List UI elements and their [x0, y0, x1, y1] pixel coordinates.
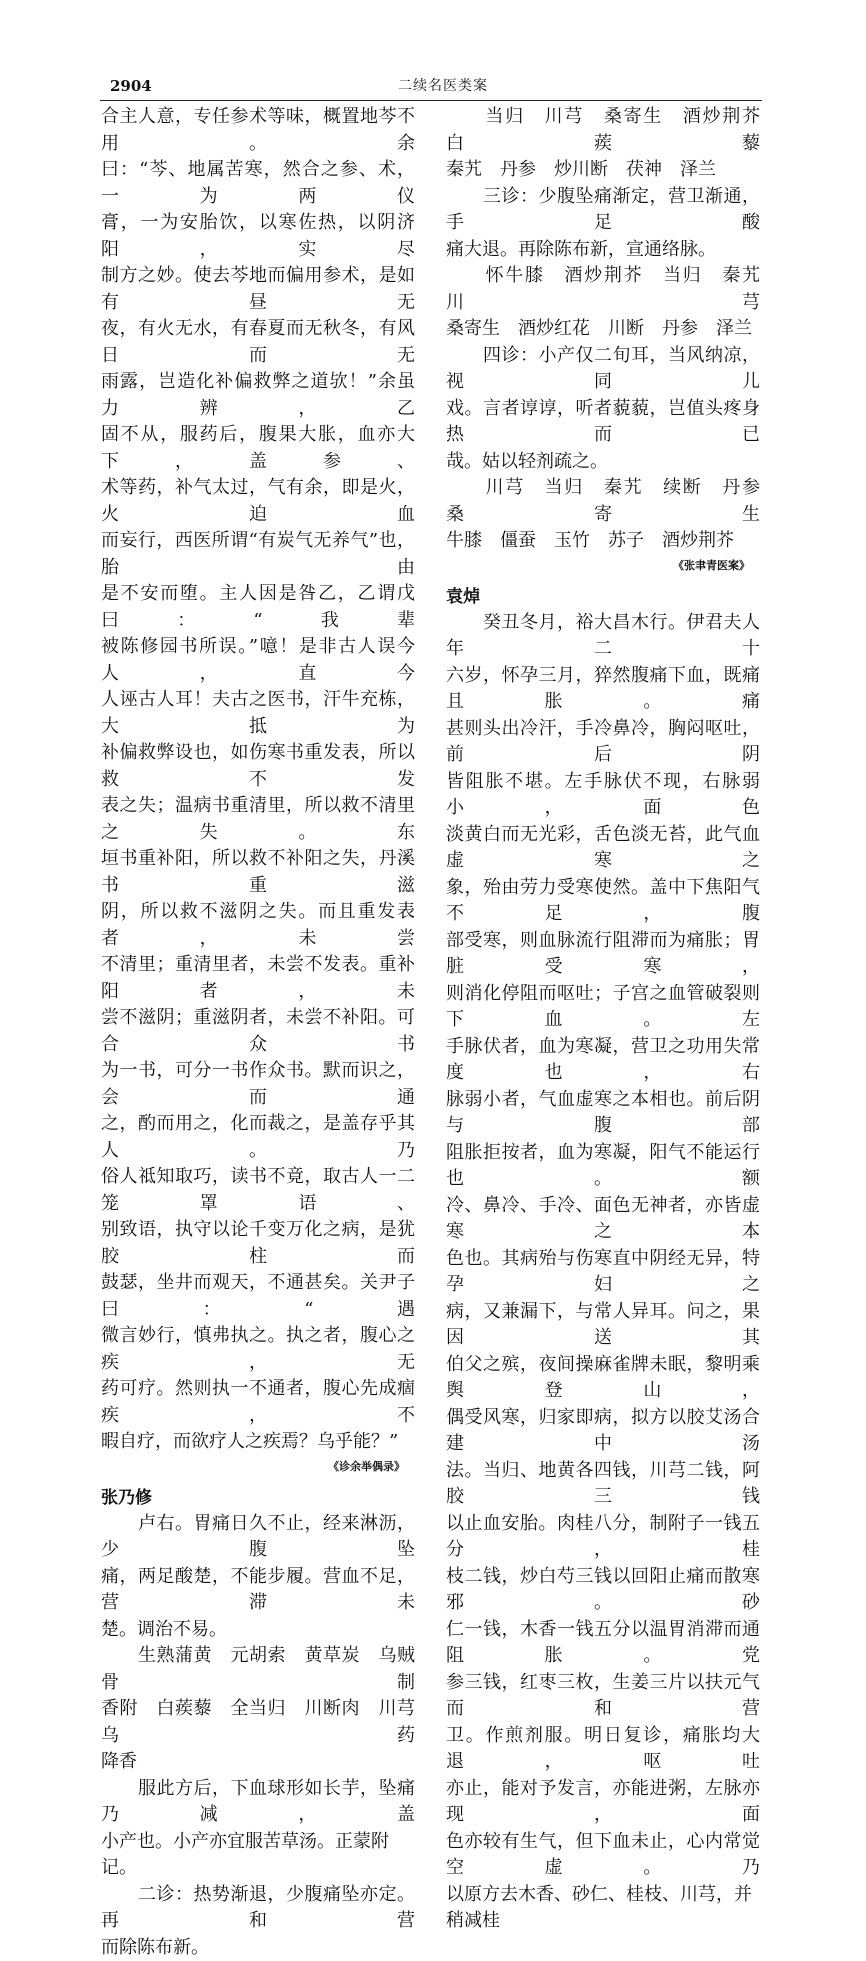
text-line: 是不安而堕。主人因是咎乙，乙谓戊曰：“我辈	[101, 581, 415, 634]
text-line: 参三钱，红枣三枚，生姜三片以扶元气而和营	[446, 1670, 760, 1723]
citation: 《诊余举偶录》	[101, 1458, 415, 1475]
text-line: 淡黄白而无光彩，舌色淡无苔，此气血虚寒之	[446, 822, 760, 875]
text-line: 痛，两足酸楚，不能步履。营血不足，营滞未	[101, 1564, 415, 1617]
text-line: 脉弱小者，气血虚寒之本相也。前后阴与腹部	[446, 1087, 760, 1140]
text-line: 卢右。胃痛日久不止，经来淋沥，少腹坠	[101, 1511, 415, 1564]
text-line: 被陈修园书所误。”噫！是非古人误今人，直今	[101, 634, 415, 687]
text-line: 膏，一为安胎饮，以寒佐热，以阴济阳，实尽	[101, 210, 415, 263]
text-line: 曰：“芩、地属苦寒，然合之参、术，一为两仪	[101, 157, 415, 210]
text-line: 生熟蒲黄 元胡索 黄草炭 乌贼骨 制	[101, 1643, 415, 1696]
text-line: 牛膝 僵蚕 玉竹 苏子 酒炒荆芥	[446, 528, 760, 555]
text-line: 色也。其病殆与伤寒直中阴经无异，特孕妇之	[446, 1246, 760, 1299]
text-line: 鼓瑟，坐井而观天，不通甚矣。关尹子曰：“遇	[101, 1270, 415, 1323]
section-heading: 袁焯	[446, 584, 760, 610]
text-line: 小产也。小产亦宜服苦草汤。正蒙附记。	[101, 1829, 415, 1882]
paragraph	[101, 1511, 415, 1644]
text-line: 制方之妙。使去芩地而偏用参术，是如有昼无	[101, 263, 415, 316]
text-line: 甚则头出冷汗，手冷鼻冷，胸闷呕吐，前后阴	[446, 716, 760, 769]
text-line: 别致语，执守以论千变万化之病，是犹胶柱而	[101, 1217, 415, 1270]
text-line: 哉。姑以轻剂疏之。	[446, 449, 760, 476]
paragraph	[446, 343, 760, 476]
text-line: 而除陈布新。	[101, 1935, 415, 1961]
text-line: 合主人意，专任参术等味，概置地芩不用。余	[101, 104, 415, 157]
text-line: 夜，有火无水，有春夏而无秋冬，有风日而无	[101, 316, 415, 369]
text-line: 阻胀拒按者，血为寒凝，阳气不能运行也。额	[446, 1140, 760, 1193]
text-line: 当归 川芎 桑寄生 酒炒荆芥 白蒺藜	[446, 104, 760, 157]
text-line: 微言妙行，慎弗执之。执之者，腹心之疾，无	[101, 1323, 415, 1376]
text-line: 则消化停阻而呕吐；子宫之血管破裂则下血。左	[446, 981, 760, 1034]
paragraph	[446, 610, 760, 1935]
text-line: 四诊：小产仅二旬耳，当风纳凉，视同儿	[446, 343, 760, 396]
text-line: 秦艽 丹参 炒川断 茯神 泽兰	[446, 157, 760, 184]
text-line: 痛大退。再除陈布新，宣通络脉。	[446, 237, 760, 264]
text-line: 楚。调治不易。	[101, 1617, 415, 1644]
running-title: 二续名医类案	[398, 74, 488, 98]
text-line: 暇自疗，而欲疗人之疾焉？乌乎能？”	[101, 1429, 415, 1456]
paragraph	[101, 104, 415, 1456]
text-line: 手脉伏者，血为寒凝，营卫之功用失常度也，右	[446, 1034, 760, 1087]
right-top-text	[446, 104, 760, 555]
header-rule	[100, 100, 762, 101]
text-line: 色亦较有生气，但下血未止，心内常觉空虚。乃	[446, 1829, 760, 1882]
text-line: 枝二钱，炒白芍三钱以回阳止痛而散寒邪。砂	[446, 1564, 760, 1617]
paragraph	[446, 184, 760, 264]
right-section-text	[446, 610, 760, 1935]
paragraph	[446, 104, 760, 184]
text-line: 亦止，能对予发言，亦能进粥，左脉亦现，面	[446, 1776, 760, 1829]
left-column	[101, 104, 415, 1961]
right-column	[446, 104, 760, 1935]
text-line: 戏。言者谆谆，听者藐藐，岂值头疼身热而已	[446, 396, 760, 449]
text-line: 冷、鼻冷、手冷、面色无神者，亦皆虚寒之本	[446, 1193, 760, 1246]
text-line: 人诬古人耳！夫古之医书，汗牛充栋，大抵为	[101, 687, 415, 740]
text-line: 香附 白蒺藜 全当归 川断肉 川芎 乌药	[101, 1696, 415, 1749]
text-line: 怀牛膝 酒炒荆芥 当归 秦艽 川芎	[446, 263, 760, 316]
text-line: 术等药，补气太过，气有余，即是火，火迫血	[101, 475, 415, 528]
text-line: 以止血安胎。肉桂八分，制附子一钱五分，桂	[446, 1511, 760, 1564]
text-line: 二诊：热势渐退，少腹痛坠亦定。再和营	[101, 1882, 415, 1935]
paragraph	[101, 1776, 415, 1882]
citation: 《张聿青医案》	[446, 557, 760, 574]
text-line: 三诊：少腹坠痛渐定，营卫渐通，手足酸	[446, 184, 760, 237]
text-line: 垣书重补阳，所以救不补阳之失，丹溪书重滋	[101, 846, 415, 899]
text-line: 仁一钱，木香一钱五分以温胃消滞而通阻胀。党	[446, 1617, 760, 1670]
text-line: 俗人祗知取巧，读书不竟，取古人一二笼罩语、	[101, 1164, 415, 1217]
text-line: 补偏救弊设也，如伤寒书重发表，所以救不发	[101, 740, 415, 793]
text-line: 服此方后，下血球形如长芋，坠痛乃减，盖	[101, 1776, 415, 1829]
left-top-text	[101, 104, 415, 1456]
page-number: 2904	[110, 74, 152, 98]
text-line: 偶受风寒，归家即病，拟方以胶艾汤合建中汤	[446, 1405, 760, 1458]
text-line: 阴，所以救不滋阴之失。而且重发表者，未尝	[101, 899, 415, 952]
text-line: 伯父之殡，夜间操麻雀牌未眠，黎明乘舆登山，	[446, 1352, 760, 1405]
section-heading: 张乃修	[101, 1485, 415, 1511]
text-line: 药可疗。然则执一不通者，腹心先成痼疾，不	[101, 1376, 415, 1429]
text-line: 象，殆由劳力受寒使然。盖中下焦阳气不足，腹	[446, 875, 760, 928]
text-line: 法。当归、地黄各四钱，川芎二钱，阿胶三钱	[446, 1458, 760, 1511]
text-line: 川芎 当归 秦艽 续断 丹参 桑寄生	[446, 475, 760, 528]
text-line: 之，酌而用之，化而裁之，是盖存乎其人。乃	[101, 1111, 415, 1164]
text-line: 部受寒，则血脉流行阻滞而为痛胀；胃脏受寒，	[446, 928, 760, 981]
text-line: 尝不滋阴；重滋阴者，未尝不补阳。可合众书	[101, 1005, 415, 1058]
text-line: 癸丑冬月，裕大昌木行。伊君夫人年二十	[446, 610, 760, 663]
text-line: 为一书，可分一书作众书。默而识之，会而通	[101, 1058, 415, 1111]
left-section-text	[101, 1511, 415, 1961]
paragraph	[101, 1882, 415, 1961]
text-line: 六岁，怀孕三月，猝然腹痛下血，既痛且胀。痛	[446, 663, 760, 716]
text-line: 降香	[101, 1749, 415, 1776]
text-line: 而妄行，西医所谓“有炭气无养气”也，胎由	[101, 528, 415, 581]
text-line: 卫。作煎剂服。明日复诊，痛胀均大退，呕吐	[446, 1723, 760, 1776]
text-line: 以原方去木香、砂仁、桂枝、川芎，并稍减桂	[446, 1882, 760, 1935]
text-line: 病，又兼漏下，与常人异耳。问之，果因送其	[446, 1299, 760, 1352]
text-line: 固不从，服药后，腹果大胀，血亦大下，盖参、	[101, 422, 415, 475]
text-line: 表之失；温病书重清里，所以救不清里之失。东	[101, 793, 415, 846]
text-line: 桑寄生 酒炒红花 川断 丹参 泽兰	[446, 316, 760, 343]
text-line: 皆阻胀不堪。左手脉伏不现，右脉弱小，面色	[446, 769, 760, 822]
paragraph	[446, 263, 760, 343]
text-line: 不清里；重清里者，未尝不发表。重补阳者，未	[101, 952, 415, 1005]
paragraph	[101, 1643, 415, 1776]
paragraph	[446, 475, 760, 555]
text-line: 雨露，岂造化补偏救弊之道欤！”余虽力辨，乙	[101, 369, 415, 422]
